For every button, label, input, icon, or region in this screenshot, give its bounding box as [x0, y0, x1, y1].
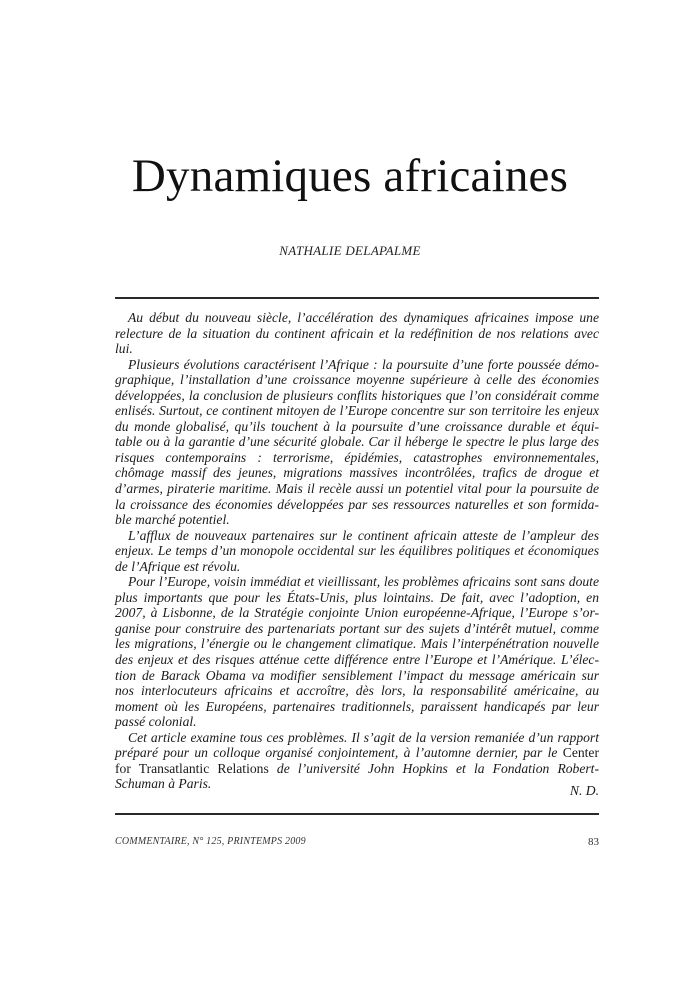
abstract-line: passé colonial. [115, 714, 197, 730]
abstract-line: nos interlocuteurs africains et accroître, dès lors, la responsabilité américaine, au [115, 683, 599, 699]
abstract-line: enlisés. Surtout, ce continent mitoyen de l’Europe concentre sur son territoire les enjeux [115, 403, 599, 419]
abstract-line: Cet article examine tous ces problèmes. Il s’agit de la version remaniée d’un rapport [128, 729, 599, 745]
abstract-line: du monde globalisé, qu’ils touchent à la poursuite d’une croissance durable et équi- [115, 418, 599, 434]
roman-text: Center [562, 745, 599, 761]
abstract-line [115, 761, 599, 777]
page-footer [115, 836, 599, 847]
abstract-line: Au début du nouveau siècle, l’accélération des dynamiques africaines impose une [128, 310, 599, 325]
abstract-line: lui. [115, 341, 133, 357]
abstract-line: tion de Barack Obama va modifier sensiblement l’impact du message américain sur [115, 667, 599, 683]
article-author: NATHALIE DELAPALME [279, 243, 421, 258]
abstract-line [115, 745, 599, 761]
italic-text: préparé pour un colloque organisé conjointement, à l’automne dernier, par le [115, 745, 563, 761]
abstract-line: développées, la conclusion de plusieurs conflits historiques que l’on considérait comme [115, 387, 599, 403]
abstract-line: relecture de la situation du continent africain et la redéfinition de nos relations avec [115, 325, 599, 341]
page-number: 83 [588, 836, 599, 848]
abstract-line: les migrations, l’énergie ou le changement climatique. Mais l’interpénétration nouvelle [115, 636, 599, 652]
abstract-line: ganise pour construire des partenariats portant sur des sujets d’intérêt mutuel, comme [115, 620, 599, 636]
bottom-rule [115, 813, 599, 815]
author-initials: N. D. [569, 783, 599, 798]
top-rule [115, 297, 599, 299]
abstract-line: d’armes, piraterie maritime. Mais il recèle aussi un potentiel vital pour la poursuite de [115, 481, 599, 497]
abstract-line: de l’Afrique est révolu. [115, 558, 241, 574]
abstract-line: plus importants que pour les États-Unis, plus lointains. De fait, avec l’adoption, en [115, 589, 599, 605]
abstract-line: graphique, l’installation d’une croissance moyenne supérieure à celle des économies [115, 372, 599, 388]
abstract-line: enjeux. Le temps d’un monopole occidental sur les équilibres politiques et économiques [115, 543, 599, 559]
abstract-line: moment où les Européens, partenaires traditionnels, paraissent handicapés par leur [115, 698, 599, 714]
italic-text: de l’université John Hopkins et la Fondation Robert- [276, 760, 599, 776]
abstract-line: Plusieurs évolutions caractérisent l’Afrique : la poursuite d’une forte poussée démo- [128, 356, 599, 372]
abstract-line: 2007, à Lisbonne, de la Stratégie conjointe Union européenne-Afrique, l’Europe s’or- [115, 605, 599, 621]
abstract-line: chômage massif des jeunes, migrations massives incontrôlées, trafics de drogue et [115, 465, 599, 481]
abstract-line: ble marché potentiel. [115, 512, 230, 528]
journal-citation: COMMENTAIRE, N° 125, PRINTEMPS 2009 [115, 836, 306, 847]
abstract-line: risques contemporains : terrorisme, épidémies, catastrophes environnementales, [115, 449, 599, 465]
article-title: Dynamiques africaines [131, 150, 569, 202]
abstract-line: Pour l’Europe, voisin immédiat et vieillissant, les problèmes africains sont sans doute [128, 574, 599, 590]
abstract-line: Schuman à Paris. [115, 776, 212, 792]
abstract-line: L’afflux de nouveaux partenaires sur le continent africain atteste de l’ampleur des [128, 527, 599, 543]
roman-text: for Transatlantic Relations [115, 760, 277, 776]
abstract-line: la croissance des économies développées par ses ressources naturelles et son formida- [115, 496, 599, 512]
abstract [115, 310, 599, 792]
abstract-line: table ou à la garantie d’une sécurité globale. Car il héberge le spectre le plus large des [115, 434, 599, 450]
abstract-line: des enjeux et des risques atténue cette différence entre l’Europe et l’Amérique. L’élec- [115, 652, 599, 668]
